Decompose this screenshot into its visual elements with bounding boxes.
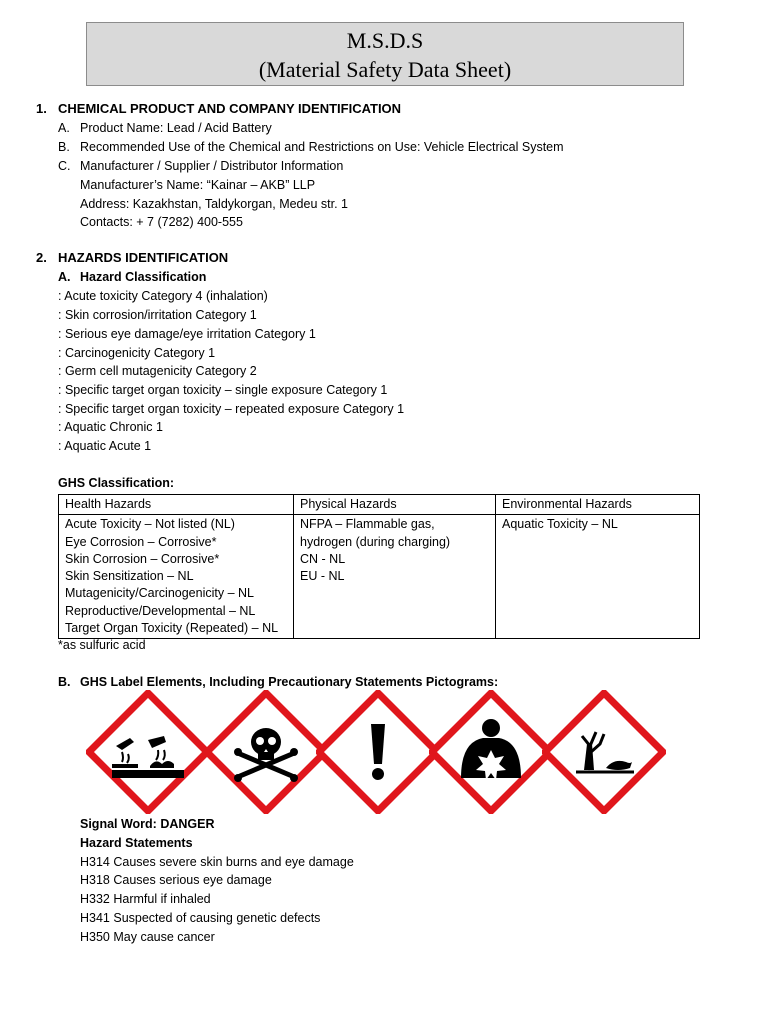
- manufacturer-name: Manufacturer’s Name: “Kainar – AKB” LLP: [80, 178, 316, 192]
- table-cell-line: EU - NL: [300, 569, 345, 584]
- ghs-pictograms: [86, 690, 666, 814]
- environment-icon: [542, 690, 666, 814]
- ghs-label-elements-heading: [58, 673, 498, 691]
- document-title-box: [86, 22, 684, 86]
- hazard-statement: H341 Suspected of causing genetic defects: [80, 911, 321, 925]
- classification-item: : Specific target organ toxicity – repeated exposure Category 1: [58, 402, 405, 416]
- item-text: Product Name: Lead / Acid Battery: [80, 121, 272, 135]
- column-header: Physical Hazards: [294, 495, 496, 515]
- table-cell-line: Reproductive/Developmental – NL: [65, 603, 256, 618]
- item-text: Manufacturer / Supplier / Distributor Information: [80, 159, 344, 173]
- exclamation-icon: [316, 690, 440, 814]
- hazard-statement: H318 Causes serious eye damage: [80, 873, 272, 887]
- hazard-statements-heading: Hazard Statements: [80, 836, 193, 850]
- classification-item: : Germ cell mutagenicity Category 2: [58, 364, 257, 378]
- column-header: Health Hazards: [59, 495, 294, 515]
- manufacturer-address: Address: Kazakhstan, Taldykorgan, Medeu str. 1: [80, 197, 348, 211]
- item-text: GHS Label Elements, Including Precautionary Statements Pictograms:: [80, 675, 499, 689]
- ghs-classification-table: [58, 494, 700, 639]
- corrosion-icon: [86, 690, 210, 814]
- table-cell-line: Eye Corrosion – Corrosive*: [65, 534, 217, 549]
- section-2-title: HAZARDS IDENTIFICATION: [58, 250, 229, 265]
- table-cell-line: Target Organ Toxicity (Repeated) – NL: [65, 621, 279, 636]
- document-title: M.S.D.S: [346, 28, 424, 53]
- table-cell-line: Skin Sensitization – NL: [65, 569, 194, 584]
- health-hazard-icon: [429, 690, 553, 814]
- table-cell-line: Acute Toxicity – Not listed (NL): [65, 517, 235, 532]
- section-2-heading: [36, 250, 228, 265]
- item-letter: A.: [58, 270, 71, 284]
- classification-item: : Aquatic Acute 1: [58, 439, 152, 453]
- section-1-number: 1.: [36, 101, 47, 116]
- hazard-statement: H332 Harmful if inhaled: [80, 892, 211, 906]
- signal-word: Signal Word: DANGER: [80, 817, 215, 831]
- table-cell-line: Aquatic Toxicity – NL: [502, 517, 618, 532]
- table-footnote: *as sulfuric acid: [58, 638, 146, 652]
- item-letter: B.: [58, 140, 70, 154]
- column-header: Environmental Hazards: [496, 495, 700, 515]
- classification-item: : Aquatic Chronic 1: [58, 420, 163, 434]
- document-subtitle: (Material Safety Data Sheet): [258, 57, 512, 82]
- table-cell-line: hydrogen (during charging): [300, 534, 451, 549]
- section-1-heading: [36, 101, 401, 116]
- table-row: [59, 515, 700, 639]
- table-cell-line: CN - NL: [300, 551, 346, 566]
- classification-item: : Skin corrosion/irritation Category 1: [58, 308, 257, 322]
- hazard-statement: H350 May cause cancer: [80, 930, 215, 944]
- table-cell-line: Mutagenicity/Carcinogenicity – NL: [65, 586, 254, 601]
- item-letter: B.: [58, 675, 71, 689]
- section-1-item-c: [58, 157, 343, 175]
- health-hazards-cell: [59, 515, 294, 639]
- section-1-item-b: [58, 138, 564, 156]
- classification-item: : Carcinogenicity Category 1: [58, 346, 216, 360]
- item-text: Recommended Use of the Chemical and Restrictions on Use: Vehicle Electrical System: [80, 140, 564, 154]
- hazard-statement: H314 Causes severe skin burns and eye damage: [80, 855, 354, 869]
- classification-item: : Serious eye damage/eye irritation Category 1: [58, 327, 316, 341]
- manufacturer-contacts: Contacts: + 7 (7282) 400-555: [80, 215, 243, 229]
- item-letter: C.: [58, 159, 71, 173]
- item-text: Hazard Classification: [80, 270, 207, 284]
- table-header-row: [59, 495, 700, 515]
- table-cell-line: NFPA – Flammable gas,: [300, 517, 435, 532]
- section-1-title: CHEMICAL PRODUCT AND COMPANY IDENTIFICATION: [58, 101, 402, 116]
- classification-item: : Specific target organ toxicity – single exposure Category 1: [58, 383, 388, 397]
- section-2-number: 2.: [36, 250, 47, 265]
- hazard-classification-heading: [58, 268, 206, 286]
- physical-hazards-cell: [294, 515, 496, 639]
- item-letter: A.: [58, 121, 70, 135]
- classification-item: : Acute toxicity Category 4 (inhalation): [58, 289, 268, 303]
- skull-crossbones-icon: [204, 690, 328, 814]
- ghs-classification-label: GHS Classification:: [58, 476, 174, 490]
- environmental-hazards-cell: [496, 515, 700, 639]
- section-1-item-a: [58, 119, 272, 137]
- table-cell-line: Skin Corrosion – Corrosive*: [65, 551, 220, 566]
